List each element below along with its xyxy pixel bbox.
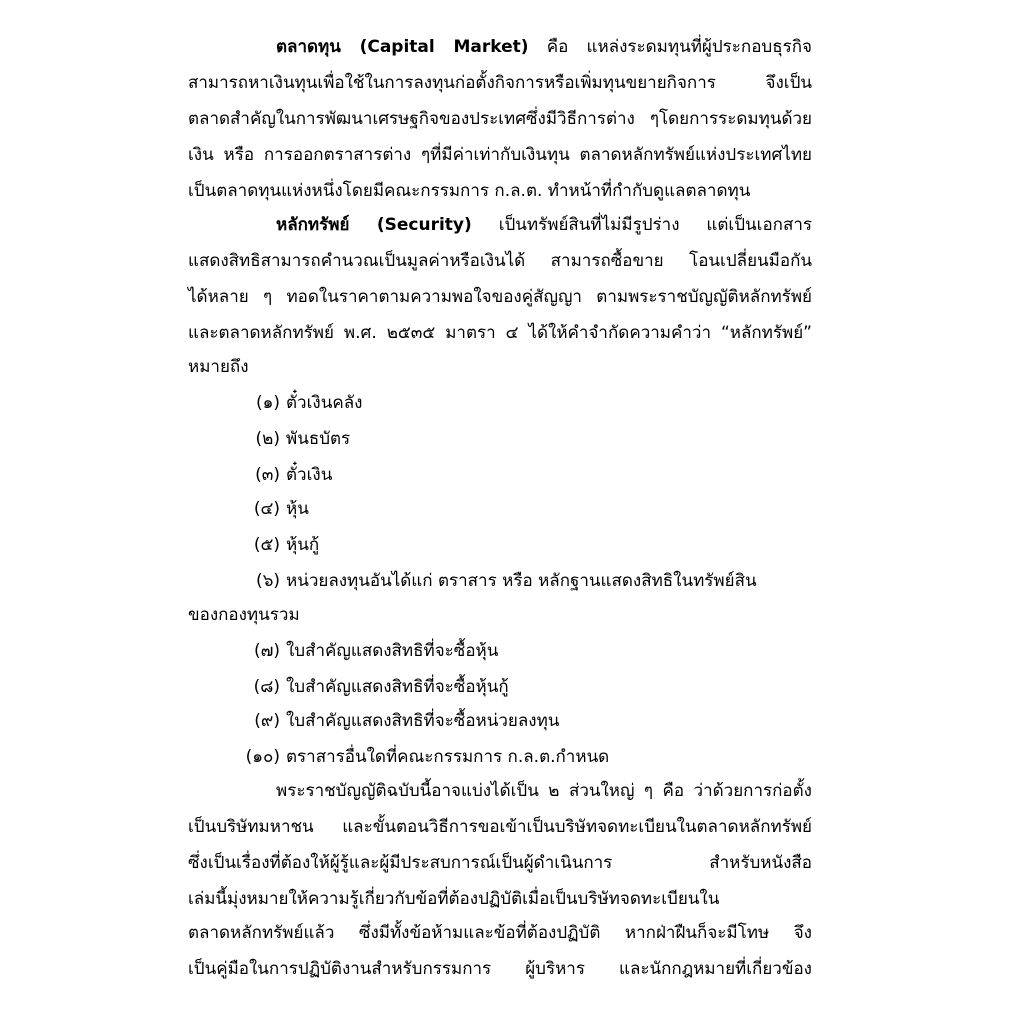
term-security: หลักทรัพย์ (Security): [276, 215, 472, 235]
list-item: [222, 638, 498, 664]
list-item: [222, 462, 332, 488]
list-item-text: ใบสำคัญแสดงสิทธิที่จะซื้อหุ้น: [286, 641, 499, 661]
list-item-number: (๖): [255, 571, 280, 591]
p3-line-5: ตลาดหลักทรัพย์แล้ว ซึ่งมีทั้งข้อห้ามและข้อที่ต้องปฏิบัติ หากฝ่าฝืนก็จะมีโทษ จึง: [188, 923, 812, 943]
list-item-number: (๔): [253, 499, 280, 519]
list-item-number: (๑): [255, 393, 280, 413]
list-item: [222, 744, 609, 770]
p3-line-4: เล่มนี้มุ่งหมายให้ความรู้เกี่ยวกับข้อที่ต้องปฏิบัติเมื่อเป็นบริษัทจดทะเบียนใน: [188, 889, 720, 909]
list-item-text: ตั๋วเงิน: [286, 465, 333, 485]
list-item-number: (๓): [255, 465, 280, 485]
list-item-text: ใบสำคัญแสดงสิทธิที่จะซื้อหน่วยลงทุน: [286, 711, 560, 731]
p1-line-4: เงิน หรือ การออกตราสารต่าง ๆที่มีค่าเท่ากับเงินทุน ตลาดหลักทรัพย์แห่งประเทศไทย: [188, 145, 812, 165]
list-item-text: ตั๋วเงินคลัง: [286, 393, 363, 413]
list-item: [222, 568, 757, 594]
list-item-text: ตราสารอื่นใดที่คณะกรรมการ ก.ล.ต.กำหนด: [286, 747, 610, 767]
list-item: [222, 674, 509, 700]
p3-line-1: พระราชบัญญัติฉบับนี้อาจแบ่งได้เป็น ๒ ส่วนใหญ่ ๆ คือ ว่าด้วยการก่อตั้ง: [276, 781, 812, 801]
list-item-number: (๘): [253, 677, 280, 697]
p2-line-1-text: เป็นทรัพย์สินที่ไม่มีรูปร่าง แต่เป็นเอกสาร: [471, 215, 813, 235]
list-item: [222, 708, 559, 734]
list-item-number: (๑๐): [245, 747, 280, 767]
list-item: [222, 390, 362, 416]
term-capital-market: ตลาดทุน (Capital Market): [276, 37, 529, 57]
list-item-number: (๗): [253, 641, 280, 661]
p1-line-2: สามารถหาเงินทุนเพื่อใช้ในการลงทุนก่อตั้งกิจการหรือเพิ่มทุนขยายกิจการ จึงเป็น: [188, 73, 812, 93]
p1-line-1: [276, 34, 812, 60]
p3-line-2: เป็นบริษัทมหาชน และขั้นตอนวิธีการขอเข้าเป็นบริษัทจดทะเบียนในตลาดหลักทรัพย์: [188, 817, 812, 837]
p1-line-1-text: คือ แหล่งระดมทุนที่ผู้ประกอบธุรกิจ: [528, 37, 812, 57]
list-item-number: (๙): [254, 711, 280, 731]
list-item-text: หุ้นกู้: [286, 535, 320, 555]
p1-line-5: เป็นตลาดทุนแห่งหนึ่งโดยมีคณะกรรมการ ก.ล.ต. ทำหน้าที่กำกับดูแลตลาดทุน: [188, 181, 751, 201]
p2-line-5: หมายถึง: [188, 357, 249, 377]
list-item-text: หุ้น: [286, 499, 309, 519]
list-item-number: (๒): [255, 429, 280, 449]
p1-line-3: ตลาดสำคัญในการพัฒนาเศรษฐกิจของประเทศซึ่งมีวิธีการต่าง ๆโดยการระดมทุนด้วย: [188, 109, 812, 129]
list-item-text: พันธบัตร: [286, 429, 351, 449]
p2-line-1: [276, 212, 812, 238]
p2-line-4: และตลาดหลักทรัพย์ พ.ศ. ๒๕๓๕ มาตรา ๔ ได้ให้คำจำกัดความคำว่า “หลักทรัพย์”: [188, 323, 812, 343]
list-item-text: ใบสำคัญแสดงสิทธิที่จะซื้อหุ้นกู้: [286, 677, 509, 697]
list-item-6-continuation: ของกองทุนรวม: [188, 605, 300, 625]
list-item-text: หน่วยลงทุนอันได้แก่ ตราสาร หรือ หลักฐานแสดงสิทธิในทรัพย์สิน: [286, 571, 757, 591]
p3-line-6: เป็นคู่มือในการปฏิบัติงานสำหรับกรรมการ ผู้บริหาร และนักกฎหมายที่เกี่ยวข้อง: [188, 959, 812, 979]
list-item: [222, 496, 309, 522]
list-item: [222, 532, 319, 558]
p2-line-3: ได้หลาย ๆ ทอดในราคาตามความพอใจของคู่สัญญา ตามพระราชบัญญัติหลักทรัพย์: [188, 287, 812, 307]
list-item: [222, 426, 350, 452]
list-item-number: (๕): [253, 535, 280, 555]
p2-line-2: แสดงสิทธิสามารถคำนวณเป็นมูลค่าหรือเงินได้ สามารถซื้อขาย โอนเปลี่ยนมือกัน: [188, 251, 812, 271]
p3-line-3: ซึ่งเป็นเรื่องที่ต้องให้ผู้รู้และผู้มีประสบการณ์เป็นผู้ดำเนินการ สำหรับหนังสือ: [188, 853, 812, 873]
